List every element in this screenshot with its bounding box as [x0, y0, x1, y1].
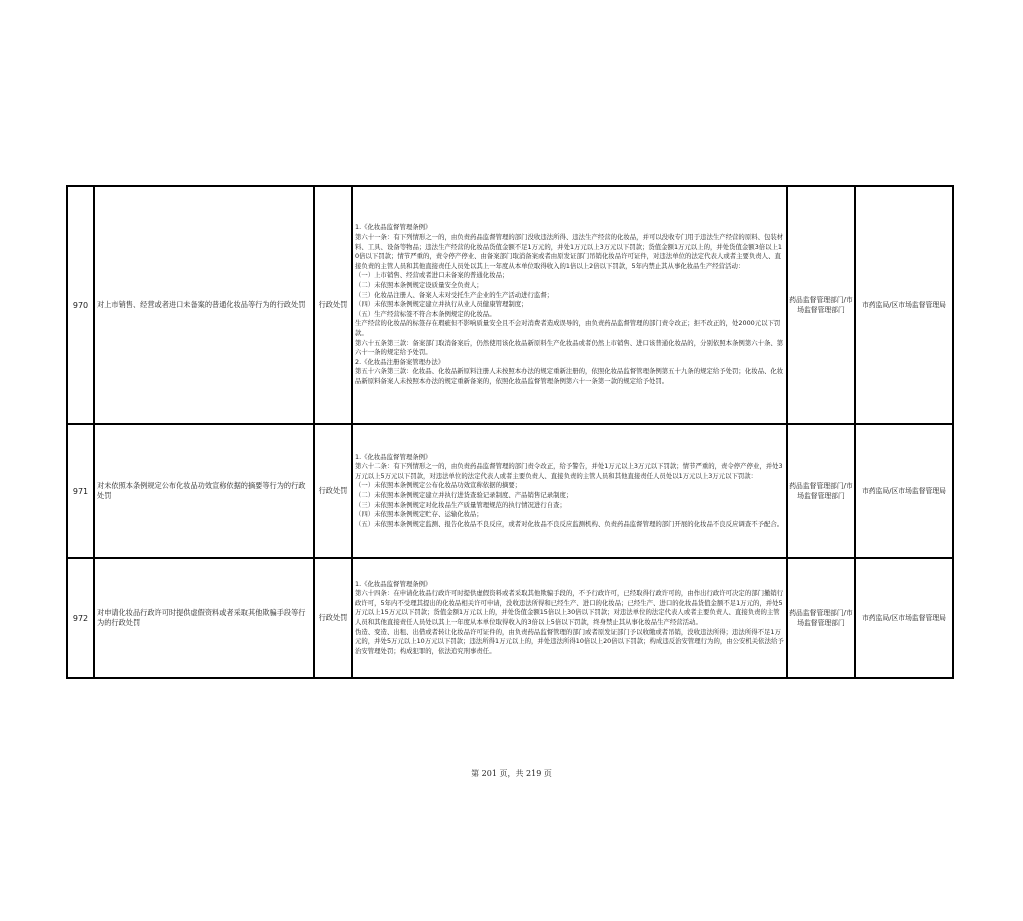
- item-name: 对未依照本条例规定公布化妆品功效宣称依据的摘要等行为的行政处罚: [94, 424, 314, 558]
- row-number: 972: [67, 558, 94, 678]
- basis-line: 1.《化妆品监督管理条例》: [355, 452, 432, 461]
- responsible-department: 药品监督管理部门/市场监督管理部门: [787, 558, 855, 678]
- basis-line: 伪造、变造、出租、出借或者转让化妆品许可证件的，由负责药品监督管理的部门或者原发证部门予以收缴或者吊销，没收违法所得；违法所得不足1万元的，并处5万元以上10万元以下罚款；违法所得1万元以上的，并处违法所得10倍以上20倍以下罚款；构成违反治安管理行为的，由公安机关依法给予治安管理处罚；构成犯罪的，依法追究刑事责任。: [355, 627, 784, 655]
- basis-line: 1.《化妆品监督管理条例》: [355, 223, 432, 232]
- executing-agency: 市药监局/区市场监督管理局: [855, 186, 953, 424]
- basis-line: 1.《化妆品监督管理条例》: [355, 579, 432, 588]
- table-row: [67, 186, 953, 424]
- basis-line: （二）未依照本条例规定建立并执行进货查验记录制度、产品销售记录制度；: [355, 491, 573, 499]
- basis-line: 第六十四条：在申请化妆品行政许可时提供虚假资料或者采取其他欺骗手段的，不予行政许可，已经取得行政许可的，由作出行政许可决定的部门撤销行政许可，5年内不受理其提出的化妆品相关许可申请，没收违法所得和已经生产、进口的化妆品；已经生产、进口的化妆品货值金额不足1万元的，并处5万元以上15万元以下罚款；货值金额1万元以上的，并处货值金额15倍以上30倍以下罚款；对违法单位的法定代表人或者主要负责人、直接负责的主管人员和其他直接责任人员处以其上一年度从本单位取得收入的3倍以上5倍以下罚款，终身禁止其从事化妆品生产经营活动。: [355, 589, 784, 626]
- item-name: 对申请化妆品行政许可时提供虚假资料或者采取其他欺骗手段等行为的行政处罚: [94, 558, 314, 678]
- executing-agency: 市药监局/区市场监督管理局: [855, 424, 953, 558]
- basis-line: （三）未依照本条例规定对化妆品生产质量管理规范的执行情况进行自查；: [355, 500, 566, 509]
- page-number-footer: 第 201 页，共 219 页: [471, 769, 552, 778]
- responsible-department: 药品监督管理部门/市场监督管理部门: [787, 424, 855, 558]
- basis-line: （五）生产经营标签不符合本条例规定的化妆品。: [355, 309, 496, 318]
- basis-line: 2.《化妆品注册备案管理办法》: [355, 357, 445, 366]
- item-name: 对上市销售、经营或者进口未备案的普通化妆品等行为的行政处罚: [94, 186, 314, 424]
- basis-line: （五）未依照本条例规定监测、报告化妆品不良反应，或者对化妆品不良反应监测机构、负责药品监督管理的部门开展的化妆品不良反应调查不予配合。: [355, 519, 784, 528]
- basis-line: （三）化妆品注册人、备案人未对受托生产企业的生产活动进行监督；: [355, 290, 554, 299]
- basis-line: 第六十五条第三款：备案部门取消备案后，仍然使用该化妆品新原料生产化妆品或者仍然上市销售、进口该普通化妆品的，分别依照本条例第六十条、第六十一条的规定给予处罚。: [355, 338, 784, 357]
- legal-basis: [352, 424, 787, 558]
- table-row: [67, 424, 953, 558]
- item-type: 行政处罚: [314, 558, 352, 678]
- basis-line: 生产经营的化妆品的标签存在瑕疵但不影响质量安全且不会对消费者造成误导的，由负责药品监督管理的部门责令改正；拒不改正的，处2000元以下罚款。: [355, 319, 781, 337]
- executing-agency: 市药监局/区市场监督管理局: [855, 558, 953, 678]
- item-type: 行政处罚: [314, 186, 352, 424]
- row-number: 971: [67, 424, 94, 558]
- basis-line: 第五十六条第三款：化妆品、化妆品新原料注册人未按照本办法的规定重新注册的，依照化妆品监督管理条例第五十九条的规定给予处罚；化妆品、化妆品新原料备案人未按照本办法的规定重新备案的，依照化妆品监督管理条例第六十一条第一款的规定给予处罚。: [355, 367, 784, 385]
- basis-line: 第六十一条：有下列情形之一的，由负责药品监督管理的部门没收违法所得、违法生产经营的化妆品，并可以没收专门用于违法生产经营的原料、包装材料、工具、设备等物品；违法生产经营的化妆品货值金额不足1万元的，并处1万元以上3万元以下罚款；货值金额1万元以上的，并处货值金额3倍以上10倍以下罚款；情节严重的，责令停产停业、由备案部门取消备案或者由原发证部门吊销化妆品许可证件，对违法单位的法定代表人或者主要负责人、直接负责的主管人员和其他直接责任人员处以其上一年度从本单位取得收入的1倍以上2倍以下罚款，5年内禁止其从事化妆品生产经营活动：: [355, 233, 784, 270]
- legal-basis: [352, 186, 787, 424]
- item-type: 行政处罚: [314, 424, 352, 558]
- basis-line: （四）未依照本条例规定建立并执行从业人员健康管理制度；: [355, 300, 528, 309]
- legal-basis: [352, 558, 787, 678]
- basis-line: 第六十二条：有下列情形之一的，由负责药品监督管理的部门责令改正，给予警告，并处1万元以上3万元以下罚款；情节严重的，责令停产停业，并处3万元以上5万元以下罚款，对违法单位的法定代表人或者主要负责人、直接负责的主管人员和其他直接责任人员处以1万元以上3万元以下罚款：: [355, 462, 783, 480]
- penalty-table: [66, 185, 954, 679]
- responsible-department: 药品监督管理部门/市场监督管理部门: [787, 186, 855, 424]
- basis-line: （二）未依照本条例规定设质量安全负责人；: [355, 281, 483, 290]
- basis-line: （四）未依照本条例规定贮存、运输化妆品；: [355, 510, 483, 519]
- basis-line: （一）上市销售、经营或者进口未备案的普通化妆品；: [355, 271, 509, 280]
- basis-line: （一）未依照本条例规定公布化妆品功效宣称依据的摘要；: [355, 481, 522, 490]
- row-number: 970: [67, 186, 94, 424]
- table-row: [67, 558, 953, 678]
